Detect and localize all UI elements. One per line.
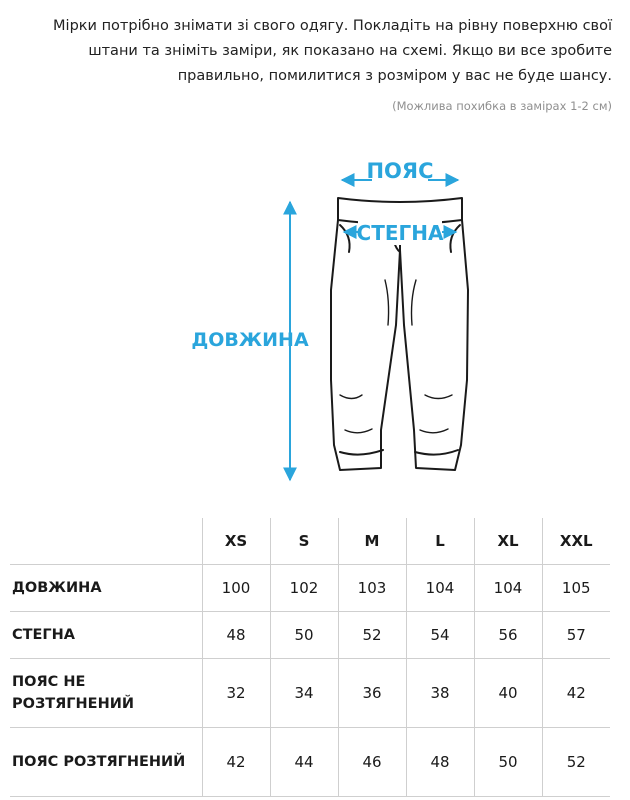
right-fold-2 xyxy=(420,429,448,433)
length-label: ДОВЖИНА xyxy=(191,329,309,351)
table-cell: 103 xyxy=(338,565,406,612)
table-row-waist-relaxed xyxy=(10,659,610,728)
table-cell: 50 xyxy=(270,612,338,659)
right-fold-1 xyxy=(425,395,452,399)
row-label-waist-stretched: ПОЯС РОЗТЯГНЕНИЙ xyxy=(10,728,202,797)
table-cell: 46 xyxy=(338,728,406,797)
right-cuff-line xyxy=(415,450,458,455)
table-row-hips xyxy=(10,612,610,659)
size-header-xl: XL xyxy=(474,518,542,565)
measurement-diagram xyxy=(0,140,630,510)
row-label-waist-relaxed: ПОЯС НЕ РОЗТЯГНЕНИЙ xyxy=(10,659,202,728)
table-cell: 34 xyxy=(270,659,338,728)
table-cell: 52 xyxy=(542,728,610,797)
table-cell: 52 xyxy=(338,612,406,659)
size-header-xxl: XXL xyxy=(542,518,610,565)
table-cell: 54 xyxy=(406,612,474,659)
table-cell: 44 xyxy=(270,728,338,797)
size-header-l: L xyxy=(406,518,474,565)
size-header-m: M xyxy=(338,518,406,565)
table-cell: 36 xyxy=(338,659,406,728)
row-label-length: ДОВЖИНА xyxy=(10,565,202,612)
table-cell: 104 xyxy=(474,565,542,612)
intro-text: Мірки потрібно знімати зі свого одягу. Покладіть на рівну поверхню свої штани та зніміть заміри, як показано на схемі. Якщо ви все зробите правильно, помилитися з розміром у вас не буде шансу. xyxy=(53,18,612,84)
right-pocket-line xyxy=(450,225,460,252)
size-header-s: S xyxy=(270,518,338,565)
table-cell: 40 xyxy=(474,659,542,728)
table-cell: 105 xyxy=(542,565,610,612)
size-header-row xyxy=(10,518,610,565)
left-fold-2 xyxy=(345,429,372,433)
table-cell: 57 xyxy=(542,612,610,659)
size-header-xs: XS xyxy=(202,518,270,565)
table-row-waist-stretched xyxy=(10,728,610,797)
left-cuff-line xyxy=(340,450,383,455)
crotch-fold-right xyxy=(412,280,417,325)
crotch-fold-left xyxy=(385,280,389,325)
hip-label: СТЕГНА xyxy=(356,221,444,245)
table-cell: 38 xyxy=(406,659,474,728)
row-label-hips: СТЕГНА xyxy=(10,612,202,659)
pants-diagram-svg xyxy=(0,140,630,510)
table-cell: 32 xyxy=(202,659,270,728)
measurement-note: (Можлива похибка в замірах 1-2 см) xyxy=(392,99,612,113)
table-cell: 102 xyxy=(270,565,338,612)
table-cell: 56 xyxy=(474,612,542,659)
left-fold-1 xyxy=(340,395,362,399)
table-cell: 42 xyxy=(202,728,270,797)
table-cell: 100 xyxy=(202,565,270,612)
left-leg-outline xyxy=(331,220,400,470)
left-pocket-line xyxy=(340,225,350,252)
table-row-length xyxy=(10,565,610,612)
table-cell: 104 xyxy=(406,565,474,612)
table-cell: 50 xyxy=(474,728,542,797)
table-cell: 42 xyxy=(542,659,610,728)
size-table xyxy=(10,518,610,797)
waist-label: ПОЯС xyxy=(366,159,434,183)
table-corner-cell xyxy=(10,518,202,565)
table-cell: 48 xyxy=(406,728,474,797)
table-cell: 48 xyxy=(202,612,270,659)
